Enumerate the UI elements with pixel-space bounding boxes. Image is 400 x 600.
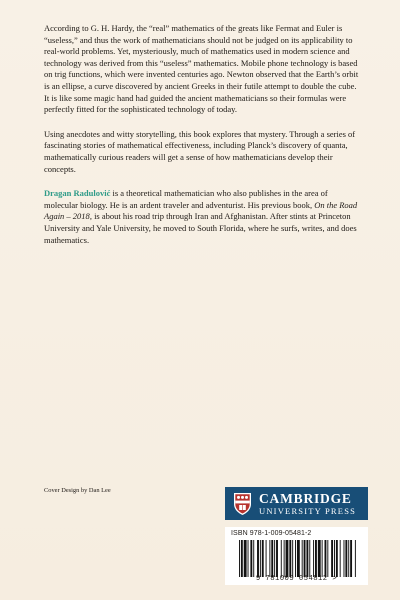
author-name: Dragan Radulović: [44, 188, 111, 199]
barcode-number: 9 781009 054812 >: [255, 575, 338, 583]
cambridge-shield-icon: [233, 492, 252, 516]
author-bio-text-2: , is about his road trip through Iran and Afghanistan. After stints at Princeton University and Yale University, he moved to South Florida, where he surfs, writes, and does mathematics.: [44, 211, 357, 245]
barcode-icon: [231, 540, 363, 577]
publisher-press: UNIVERSITY PRESS: [259, 505, 357, 516]
barcode-panel: [225, 527, 368, 585]
publisher-name: CAMBRIDGE: [259, 491, 352, 506]
blurb-paragraph-1: According to G. H. Hardy, the “real” mathematics of the greats like Fermat and Euler is “useless,” and thus the work of mathematicians should not be judged on its applicability to real-world problems. Yet, mysteriously, much of mathematics used in modern science and technology was derived from this “useless” mathematics. Mobile phone technology is based on trig functions, which were invented centuries ago. Newton observed that the Earth’s orbit is an ellipse, a curve discovered by ancient Greeks in their futile attempt to double the cube. It is like some magic hand had guided the ancient mathematicians so their formulas were perfectly fitted for the sophisticated technology of today.: [44, 23, 359, 115]
cover-design-credit: Cover Design by Dan Lee: [44, 487, 111, 494]
author-bio-text-1: is a theoretical mathematician who also publishes in the area of molecular biology. He is an ardent traveler and adventurist. His previous book,: [44, 188, 328, 210]
publisher-logo: [225, 487, 368, 520]
author-bio: [44, 188, 362, 246]
publisher-wordmark: [259, 492, 356, 515]
previous-book-title: On the Road Again – 2018: [44, 199, 358, 222]
blurb-paragraph-2: Using anecdotes and witty storytelling, this book explores that mystery. Through a series of fascinating stories of mathematical effectiveness, including Planck’s discovery of quanta, mathematically curious readers will get a sense of how mathematicians develop their concepts.: [44, 128, 356, 174]
isbn-label: ISBN 978-1-009-05481-2: [231, 530, 312, 537]
cover-text: [44, 23, 362, 259]
